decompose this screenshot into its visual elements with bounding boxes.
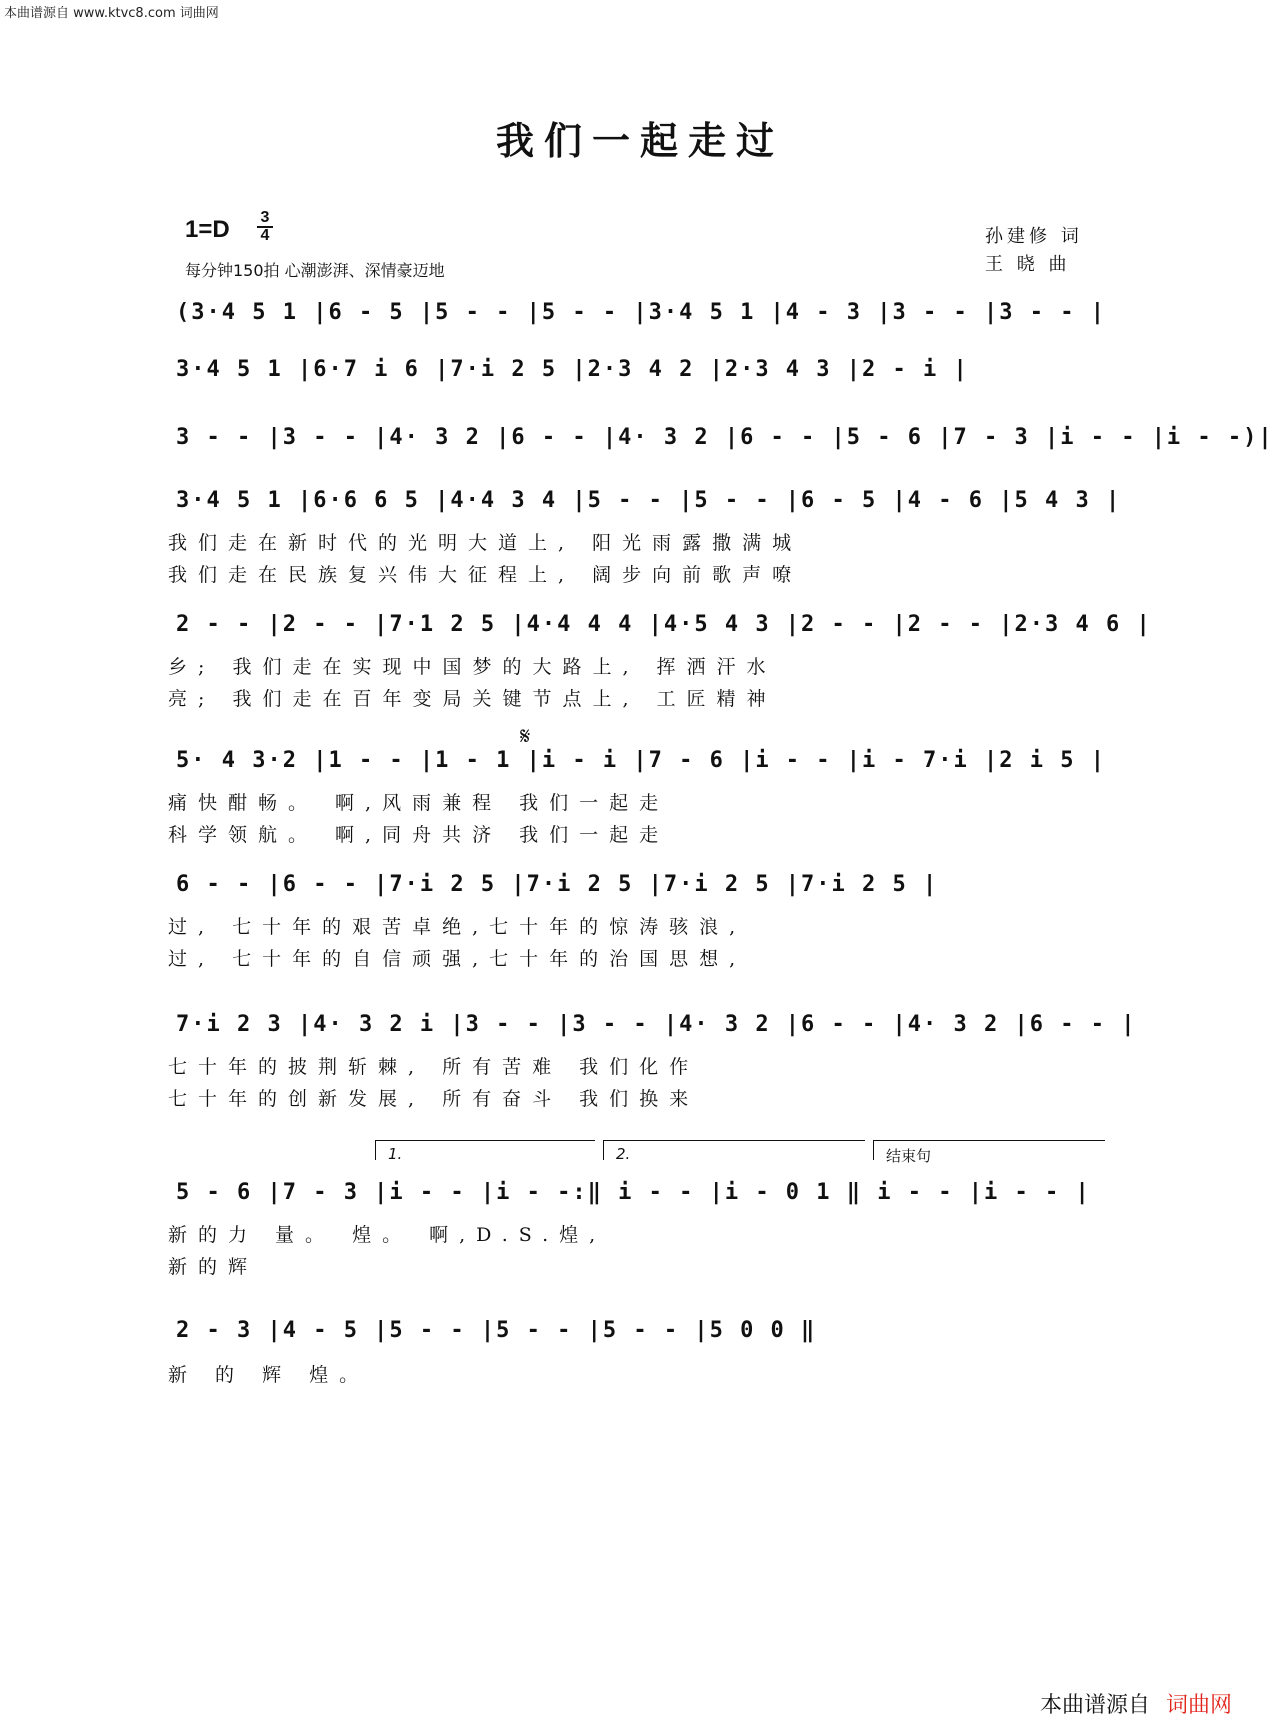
second-ending-label: 2. xyxy=(616,1145,631,1163)
key-signature: 1=D xyxy=(185,216,230,243)
watermark-right-text: 词曲网 xyxy=(1166,1693,1233,1718)
notes-line: (3·4 5 1 |6 - 5 |5 - - |5 - - |3·4 5 1 |4 - 3 |3 - - |3 - - | xyxy=(176,300,1106,325)
lyricist-credit: 孙建修 词 xyxy=(985,226,1083,247)
time-signature-top: 3 xyxy=(260,209,270,226)
lyrics-verse-1: 乡; 我们走在实现中国梦的大路上, 挥洒汗水 xyxy=(168,656,777,678)
segno-sign: 𝄋 xyxy=(520,722,531,750)
lyrics-verse-2: 科学领航。 啊,同舟共济 我们一起走 xyxy=(168,824,670,846)
notes-line: 2 - - |2 - - |7·1 2 5 |4·4 4 4 |4·5 4 3 |2 - - |2 - - |2·3 4 6 | xyxy=(176,612,1152,637)
coda-ending-label: 结束句 xyxy=(886,1147,932,1165)
lyrics-verse-2: 七十年的创新发展, 所有奋斗 我们换来 xyxy=(168,1088,700,1110)
notes-line: 3 - - |3 - - |4· 3 2 |6 - - |4· 3 2 |6 - - |5 - 6 |7 - 3 |i - - |i - -)| xyxy=(176,425,1274,450)
score-system-4 xyxy=(168,488,1122,586)
composer-credit: 王 晓 曲 xyxy=(985,254,1071,275)
lyrics-verse-2: 我们走在民族复兴伟大征程上, 阔步向前歌声嘹 xyxy=(168,564,803,586)
notes-line: 5· 4 3·2 |1 - - |1 - 1 |i - i |7 - 6 |i - - |i - 7·i |2 i 5 | xyxy=(176,748,1106,773)
lyrics-verse-1: 新的力 量。 煌。 啊,D.S.煌, xyxy=(168,1224,607,1246)
notes-line: 7·i 2 3 |4· 3 2 i |3 - - |3 - - |4· 3 2 |6 - - |4· 3 2 |6 - - | xyxy=(176,1012,1137,1037)
lyrics-verse-1: 痛快酣畅。 啊,风雨兼程 我们一起走 xyxy=(168,792,670,814)
score-system-3 xyxy=(168,425,1274,465)
notes-line: 3·4 5 1 |6·6 6 5 |4·4 3 4 |5 - - |5 - - |6 - 5 |4 - 6 |5 4 3 | xyxy=(176,488,1122,513)
notes-line: 6 - - |6 - - |7·i 2 5 |7·i 2 5 |7·i 2 5 |7·i 2 5 | xyxy=(176,872,939,897)
time-signature-bottom: 4 xyxy=(260,227,270,244)
lyrics-verse-1: 七十年的披荆斩棘, 所有苦难 我们化作 xyxy=(168,1056,700,1078)
source-watermark-top: 本曲谱源自 www.ktvc8.com 词曲网 xyxy=(4,6,219,21)
tempo-marking: 每分钟150拍 心潮澎湃、深情豪迈地 xyxy=(185,261,445,280)
watermark-left-text: 本曲谱源自 xyxy=(1040,1693,1151,1718)
second-ending-bracket xyxy=(603,1140,865,1163)
score-system-7 xyxy=(168,872,1108,970)
notes-line: 2 - 3 |4 - 5 |5 - - |5 - - |5 - - |5 0 0 ‖ xyxy=(176,1318,817,1343)
time-signature xyxy=(256,210,274,244)
notes-line: 3·4 5 1 |6·7 i 6 |7·i 2 5 |2·3 4 2 |2·3 4 3 |2 - i | xyxy=(176,357,969,382)
lyrics-verse-1: 新 的 辉 煌。 xyxy=(168,1364,370,1386)
lyrics-verse-1: 过, 七十年的艰苦卓绝,七十年的惊涛骇浪, xyxy=(168,916,747,938)
score-system-10 xyxy=(168,1318,1108,1386)
score-system-6 xyxy=(168,748,1108,846)
lyrics-verse-2: 新的辉 xyxy=(168,1256,259,1278)
score-system-5 xyxy=(168,612,1152,710)
first-ending-bracket xyxy=(375,1140,595,1163)
coda-ending-bracket xyxy=(873,1140,1105,1165)
source-watermark-bottom xyxy=(1040,1688,1232,1719)
notes-line: 5 - 6 |7 - 3 |i - - |i - -:‖ i - - |i - 0 1 ‖ i - - |i - - | xyxy=(176,1180,1091,1205)
lyrics-verse-2: 亮; 我们走在百年变局关键节点上, 工匠精神 xyxy=(168,688,777,710)
score-system-1 xyxy=(168,300,1108,340)
song-title: 我们一起走过 xyxy=(495,118,784,163)
score-system-9 xyxy=(168,1180,1108,1278)
score-system-2 xyxy=(168,357,1108,397)
first-ending-label: 1. xyxy=(388,1145,403,1163)
score-system-8 xyxy=(168,1012,1137,1110)
lyrics-verse-1: 我们走在新时代的光明大道上, 阳光雨露撒满城 xyxy=(168,532,803,554)
lyrics-verse-2: 过, 七十年的自信顽强,七十年的治国思想, xyxy=(168,948,747,970)
